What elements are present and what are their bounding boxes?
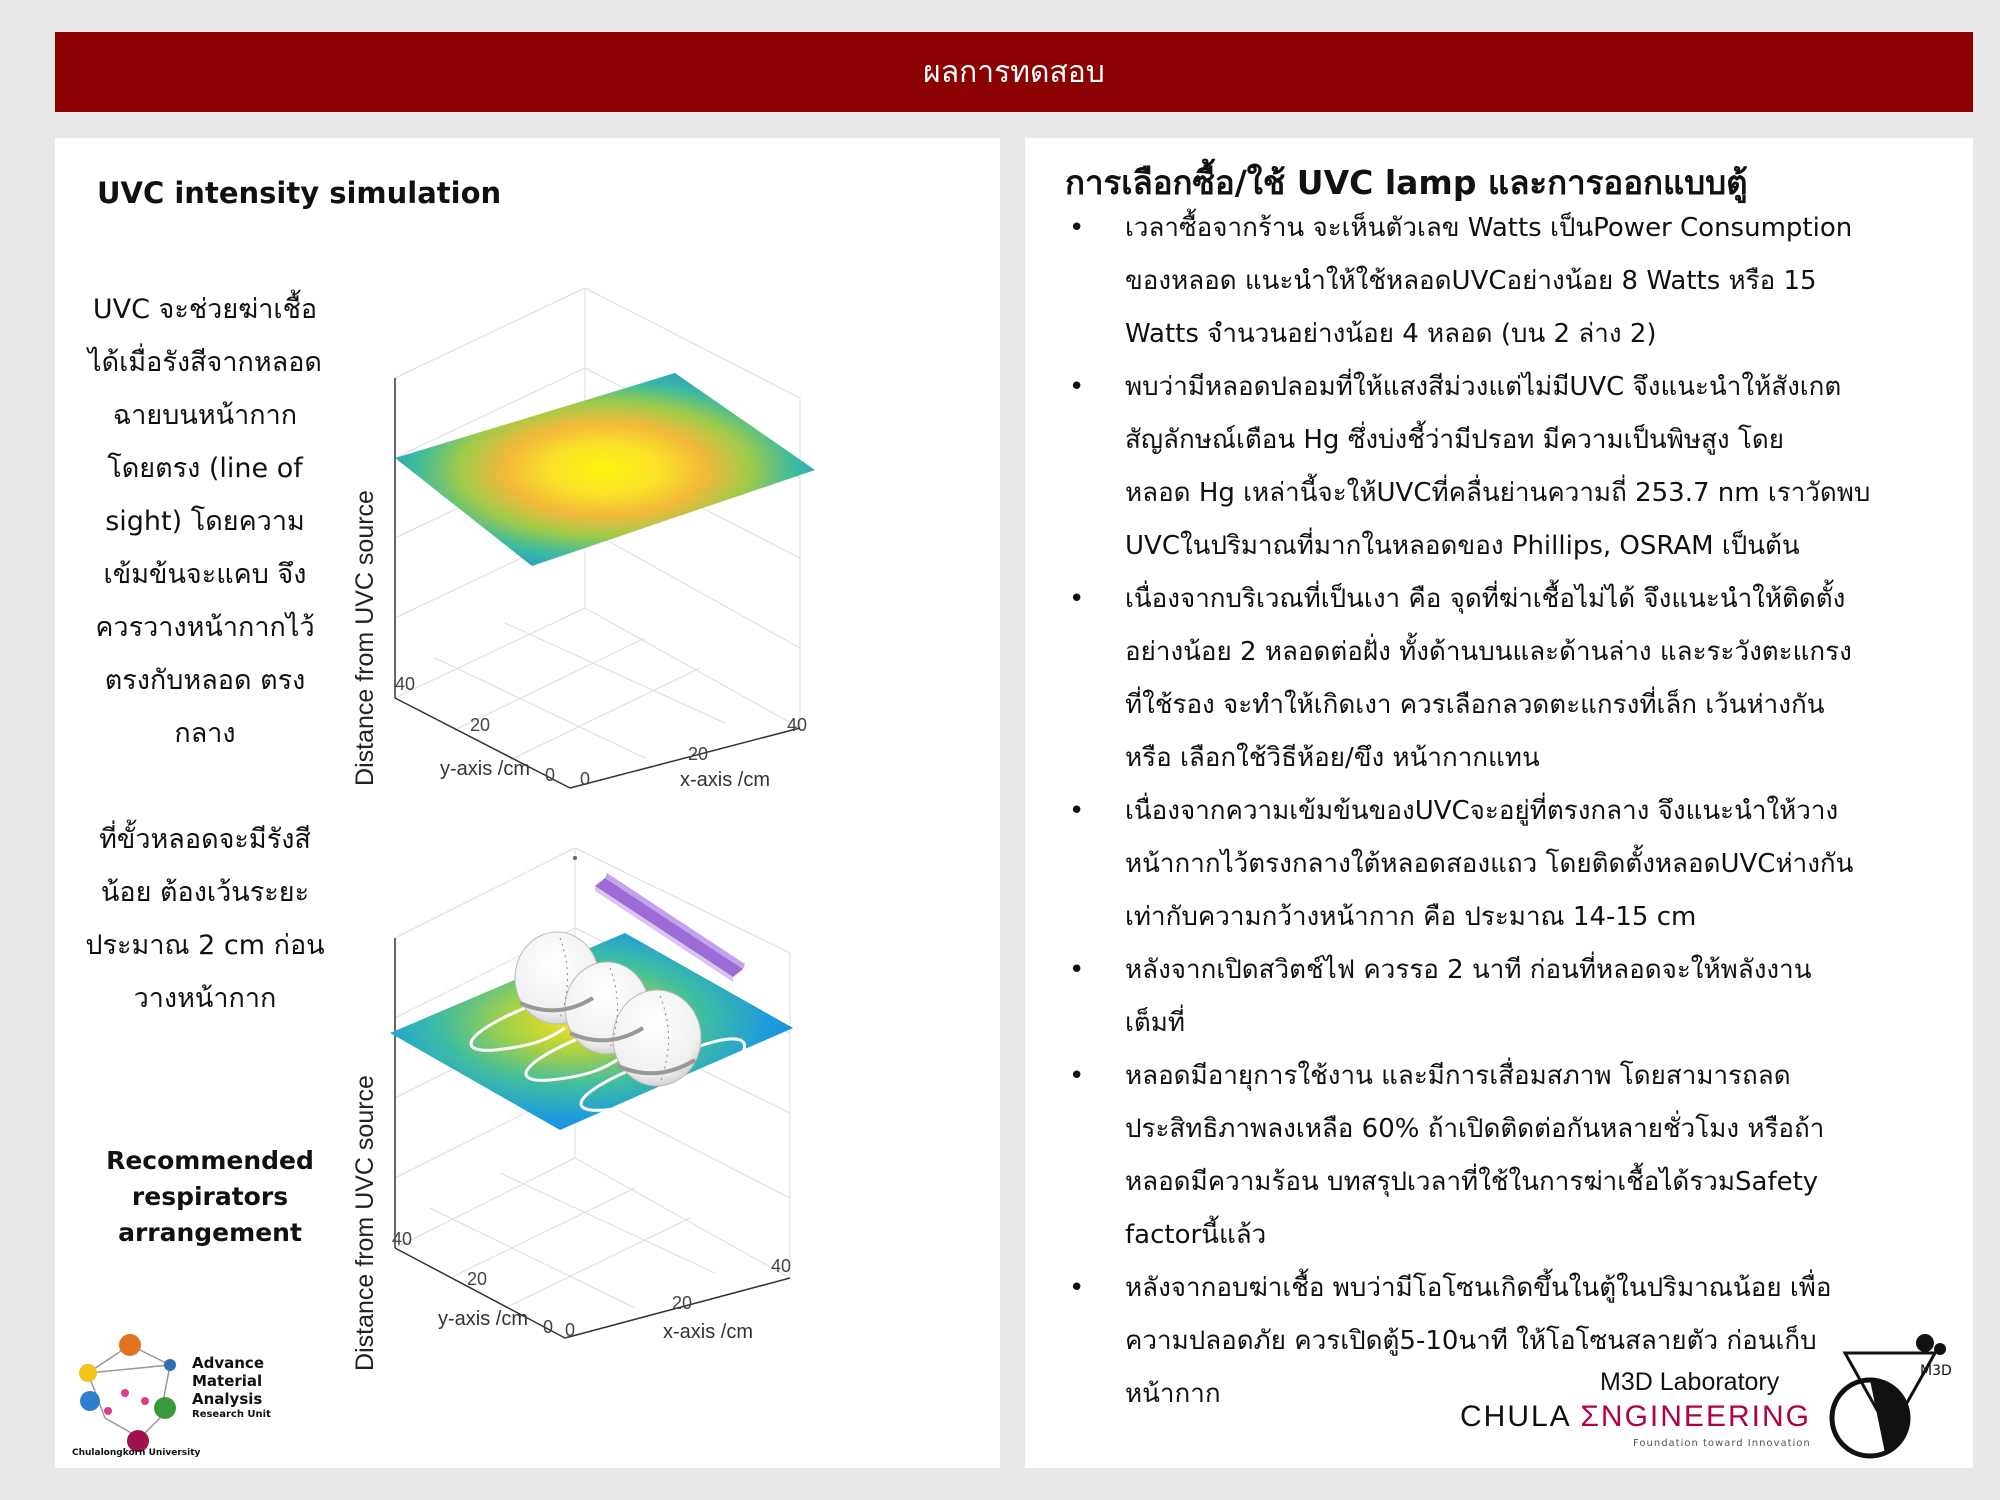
recommendation-line: เวลาซื้อจากร้าน จะเห็นตัวเลข Watts เป็นPower Consumption (1125, 213, 1853, 243)
page-title: ผลการทดสอบ (923, 54, 1105, 90)
right-panel (1025, 138, 1973, 1468)
recommendation-line: หลอดมีอายุการใช้งาน และมีการเสื่อมสภาพ โดยสามารถลด (1125, 1061, 1791, 1091)
plot2-y-label: y-axis /cm (438, 1308, 528, 1330)
note1-line: ฉายบนหน้ากาก (112, 400, 298, 431)
recommendation-line: หน้ากากไว้ตรงกลางใต้หลอดสองแถว โดยติดตั้งหลอดUVCห่างกัน (1125, 849, 1854, 879)
bullet-icon: • (1069, 1273, 1085, 1303)
bullet-icon: • (1069, 372, 1085, 402)
recommendation-item (1065, 785, 1965, 944)
plot1-x-label: x-axis /cm (680, 769, 770, 791)
recommendation-line: หน้ากาก (1125, 1379, 1221, 1409)
note2-line: ประมาณ 2 cm ก่อน (85, 930, 325, 961)
chula-engineering-logo (1460, 1400, 1811, 1434)
recommendation-line: ที่ใช้รอง จะทำให้เกิดเงา ควรเลือกลวดตะแกรงที่เล็ก เว้นห่างกัน (1125, 690, 1825, 720)
recommendation-item (1065, 573, 1965, 785)
recommendation-line: เนื่องจากความเข้มข้นของUVCจะอยู่ที่ตรงกลาง จึงแนะนำให้วาง (1125, 796, 1839, 826)
note2-line: น้อย ต้องเว้นระยะ (100, 877, 310, 908)
note1-line: ตรงกับหลอด ตรง (104, 665, 306, 696)
plot1-x-tick-20: 20 (688, 744, 709, 764)
recommended-arrangement-label (90, 1143, 330, 1251)
plot1-z-label: Distance from UVC source (351, 490, 379, 786)
recommendation-line: ประสิทธิภาพลงเหลือ 60% ถ้าเปิดติดต่อกันหลายชั่วโมง หรือถ้า (1125, 1114, 1825, 1144)
plot2-y-tick-20: 20 (467, 1269, 488, 1289)
plot2-x-tick-20: 20 (672, 1293, 693, 1313)
recommendation-line: Watts จำนวนอย่างน้อย 4 หลอด (บน 2 ล่าง 2) (1125, 319, 1657, 349)
plot2-x-tick-40: 40 (771, 1256, 792, 1276)
recommendation-item (1065, 202, 1965, 361)
advance-material-analysis-logo (70, 1323, 310, 1458)
recommendation-line: เนื่องจากบริเวณที่เป็นเงา คือ จุดที่ฆ่าเชื้อไม่ได้ จึงแนะนำให้ติดตั้ง (1125, 584, 1846, 614)
plot2-x-label: x-axis /cm (663, 1321, 753, 1343)
recommend-line: respirators (131, 1182, 289, 1211)
note1-line: sight) โดยความ (105, 506, 305, 537)
plot1-y-tick-0: 0 (545, 765, 556, 785)
plot1-y-tick-40: 40 (395, 674, 416, 694)
recommendation-line: พบว่ามีหลอดปลอมที่ให้แสงสีม่วงแต่ไม่มีUVC จึงแนะนำให้สังเกต (1125, 372, 1842, 402)
plot1-x-tick-0: 0 (580, 769, 591, 789)
recommendation-line: factorนี้แล้ว (1125, 1220, 1267, 1250)
recommendation-line: ความปลอดภัย ควรเปิดตู้5-10นาที ให้โอโซนสลายตัว ก่อนเก็บ (1125, 1326, 1817, 1356)
left-panel (55, 138, 1000, 1468)
chula-word: CHULA (1460, 1400, 1571, 1433)
note1-line: กลาง (174, 718, 236, 749)
bullet-icon: • (1069, 955, 1085, 985)
recommendation-line: สัญลักษณ์เตือน Hg ซึ่งบ่งชี้ว่ามีปรอท มีความเป็นพิษสูง โดย (1125, 425, 1784, 455)
note1-line: โดยตรง (line of (107, 453, 303, 484)
note1-line: UVC จะช่วยฆ่าเชื้อ (92, 294, 318, 325)
lamp-selection-title: การเลือกซื้อ/ใช้ UVC lamp และการออกแบบตู้ (1065, 163, 1748, 202)
recommendation-item (1065, 361, 1965, 573)
plot2-z-label: Distance from UVC source (351, 1075, 379, 1371)
note1-line: ได้เมื่อรังสีจากหลอด (88, 347, 322, 378)
recommendation-line: หรือ เลือกใช้วิธีห้อย/ขึง หน้ากากแทน (1125, 743, 1540, 773)
aa-logo-university: Chulalongkorn University (72, 1448, 201, 1458)
engineering-word: ΣNGINEERING (1580, 1400, 1811, 1433)
recommend-line: Recommended (106, 1146, 314, 1175)
recommend-line: arrangement (118, 1218, 302, 1247)
uvc-intensity-surface-plot (335, 258, 995, 828)
simulation-title: UVC intensity simulation (97, 176, 502, 210)
note1-line: เข้มข้นจะแคบ จึง (103, 559, 307, 590)
note2-line: วางหน้ากาก (133, 983, 277, 1014)
recommendation-line: อย่างน้อย 2 หลอดต่อฝั่ง ทั้งด้านบนและด้านล่าง และระวังตะแกรง (1125, 637, 1852, 667)
bullet-icon: • (1069, 796, 1085, 826)
bullet-icon: • (1069, 584, 1085, 614)
recommendation-line: ของหลอด แนะนำให้ใช้หลอดUVCอย่างน้อย 8 Watts หรือ 15 (1125, 266, 1817, 296)
respirator-arrangement-plot (335, 838, 995, 1438)
plot1-y-label: y-axis /cm (440, 758, 530, 780)
plot2-y-tick-40: 40 (392, 1229, 413, 1249)
recommendation-item (1065, 1050, 1965, 1262)
recommendation-line: เท่ากับความกว้างหน้ากาก คือ ประมาณ 14-15 cm (1125, 902, 1697, 932)
bullet-icon: • (1069, 1061, 1085, 1091)
recommendation-line: หลอดมีความร้อน บทสรุปเวลาที่ใช้ในการฆ่าเชื้อได้รวมSafety (1125, 1167, 1819, 1197)
recommendation-line: UVCในปริมาณที่มากในหลอดของ Phillips, OSRAM เป็นต้น (1125, 531, 1800, 561)
note2-line: ที่ขั้วหลอดจะมีรังสี (99, 824, 311, 855)
engineering-tagline: Foundation toward Innovation (1633, 1438, 1811, 1449)
aa-logo-line-4: Research Unit (192, 1409, 271, 1420)
aa-logo-line-2: Material (192, 1372, 263, 1390)
m3d-mark-text: M3D (1920, 1363, 1952, 1379)
recommendation-item (1065, 944, 1965, 1050)
plot1-y-tick-20: 20 (470, 715, 491, 735)
recommendation-line: หลังจากอบฆ่าเชื้อ พบว่ามีโอโซนเกิดขึ้นในตู้ในปริมาณน้อย เพื่อ (1125, 1273, 1832, 1303)
note1-line: ควรวางหน้ากากไว้ (95, 612, 315, 643)
bullet-icon: • (1069, 213, 1085, 243)
recommendation-line: เต็มที่ (1125, 1008, 1186, 1038)
header-banner (55, 32, 1973, 112)
recommendation-line: หลอด Hg เหล่านี้จะให้UVCที่คลื่นย่านความถี่ 253.7 nm เราวัดพบ (1125, 478, 1871, 508)
plot2-x-tick-0: 0 (565, 1320, 576, 1340)
uvc-line-of-sight-note (70, 283, 340, 760)
lamp-end-spacing-note (70, 813, 340, 1025)
m3d-logo-icon (1825, 1333, 1960, 1463)
plot1-intensity-surface (395, 373, 815, 566)
recommendation-line: หลังจากเปิดสวิตช์ไฟ ควรรอ 2 นาที ก่อนที่หลอดจะให้พลังงาน (1125, 955, 1812, 985)
plot2-y-tick-0: 0 (543, 1317, 554, 1337)
plot1-x-tick-40: 40 (787, 715, 808, 735)
aa-logo-line-3: Analysis (192, 1390, 263, 1408)
aa-logo-line-1: Advance (192, 1354, 264, 1372)
m3d-laboratory-label: M3D Laboratory (1600, 1368, 1780, 1396)
recommendation-list (1065, 202, 1965, 1421)
